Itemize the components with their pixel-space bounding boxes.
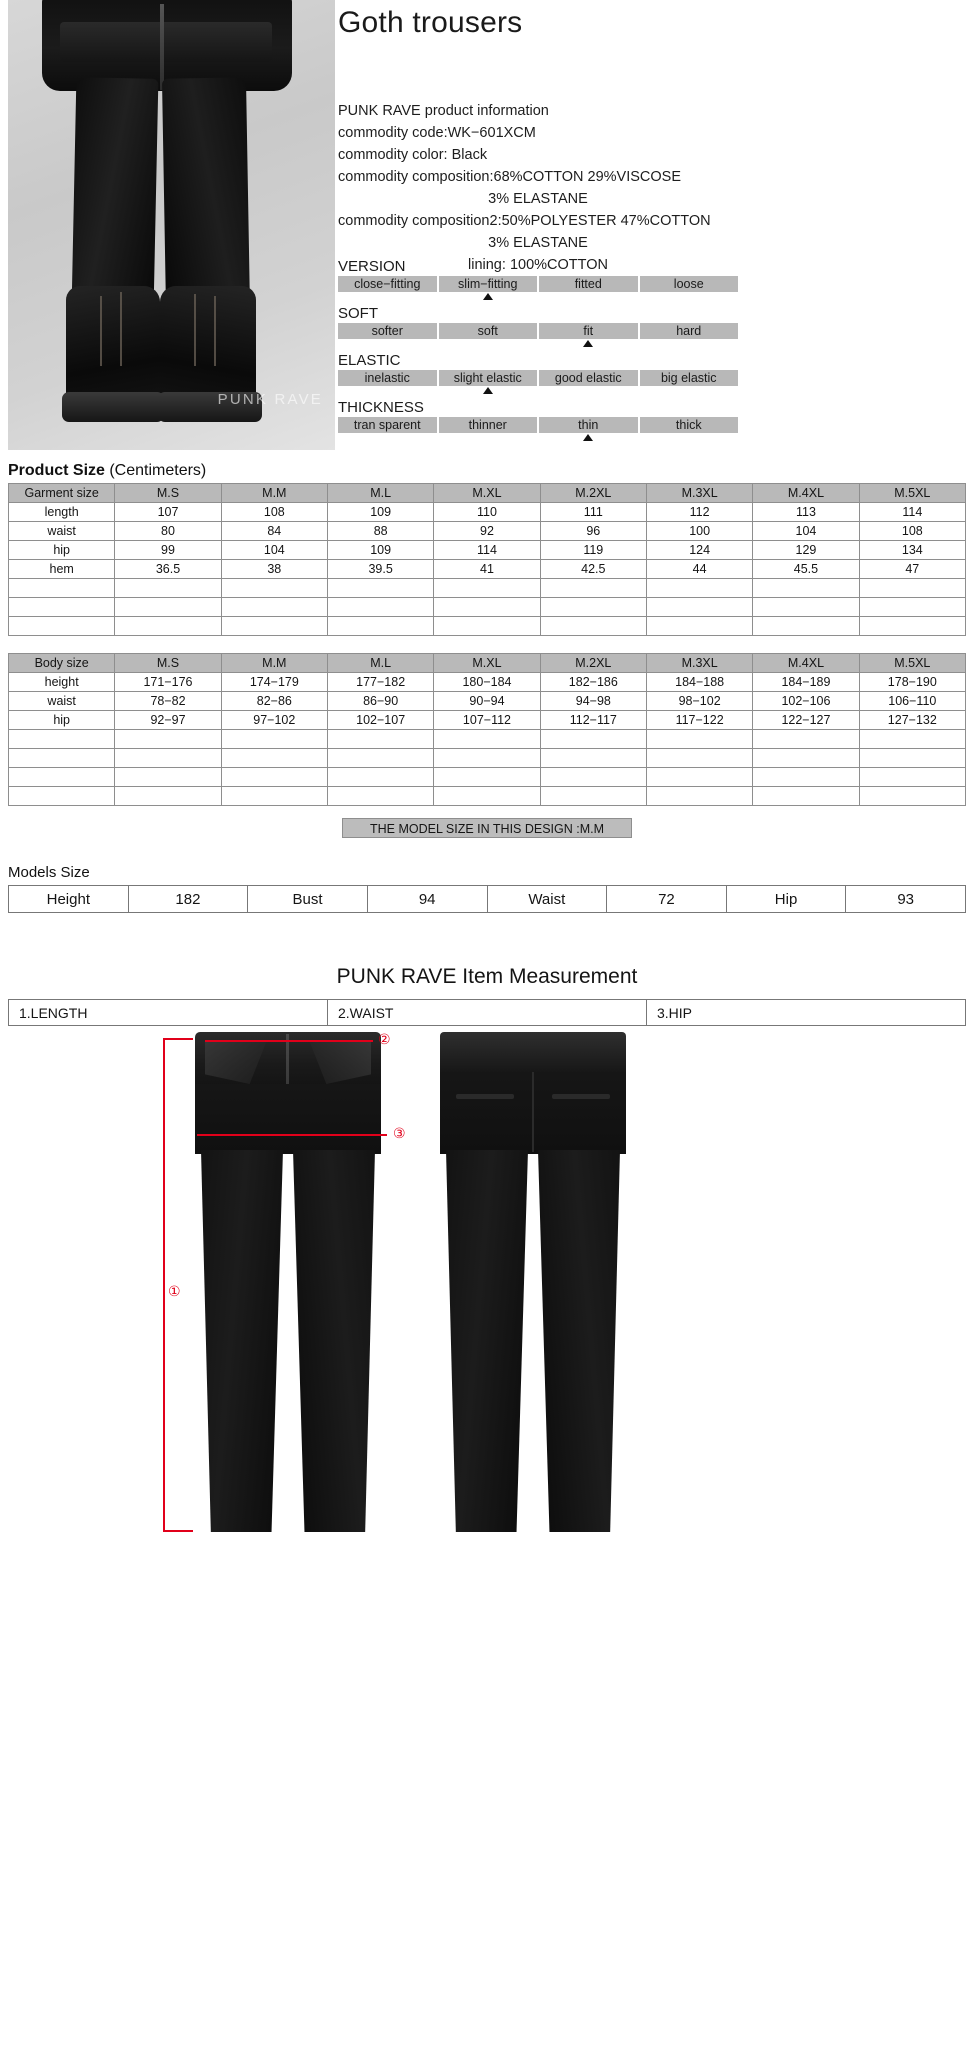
table-cell-empty — [115, 768, 221, 787]
models-field-label: Waist — [487, 886, 607, 913]
table-row-empty — [9, 749, 966, 768]
table-cell: 108 — [859, 522, 965, 541]
column-header: M.2XL — [540, 484, 646, 503]
info-code: commodity code:WK−601XCM — [338, 125, 536, 141]
back-left-welt-pocket — [456, 1094, 514, 1099]
table-cell-empty — [540, 730, 646, 749]
column-header: M.XL — [434, 654, 540, 673]
waist-marker: ② — [378, 1032, 391, 1048]
rating-group-version — [338, 258, 738, 303]
table-cell-empty — [753, 617, 859, 636]
table-cell: 177−182 — [327, 673, 433, 692]
table-cell-empty — [9, 730, 115, 749]
rating-option[interactable]: tran sparent — [338, 417, 437, 433]
table-cell: 36.5 — [115, 560, 221, 579]
table-cell-empty — [646, 617, 752, 636]
table-cell-empty — [115, 617, 221, 636]
garment-size-table — [8, 483, 966, 636]
table-cell-empty — [434, 598, 540, 617]
column-header: M.3XL — [646, 484, 752, 503]
table-row — [9, 673, 966, 692]
rating-options — [338, 276, 738, 292]
row-label: length — [9, 503, 115, 522]
table-cell: 92 — [434, 522, 540, 541]
table-cell-empty — [9, 787, 115, 806]
trouser-back-view — [440, 1032, 626, 1538]
rating-marker-row — [338, 386, 738, 397]
hip-measure-line — [197, 1134, 387, 1136]
models-size-title: Models Size — [8, 864, 90, 881]
back-right-welt-pocket — [552, 1094, 610, 1099]
measurement-label: 3.HIP — [647, 1000, 966, 1026]
trouser-front-view — [195, 1032, 381, 1538]
table-cell-empty — [646, 768, 752, 787]
selected-marker-triangle-icon — [583, 340, 593, 347]
models-field-label: Bust — [248, 886, 368, 913]
product-size-title: Product Size (Centimeters) — [8, 462, 207, 479]
table-cell-empty — [115, 749, 221, 768]
column-header: M.XL — [434, 484, 540, 503]
hero-section — [0, 0, 974, 450]
table-cell: 84 — [221, 522, 327, 541]
table-cell: 44 — [646, 560, 752, 579]
rating-option[interactable]: soft — [439, 323, 538, 339]
table-row-empty — [9, 579, 966, 598]
table-cell-empty — [9, 598, 115, 617]
selected-marker-triangle-icon — [483, 387, 493, 394]
table-cell: 41 — [434, 560, 540, 579]
model-left-sole — [62, 392, 164, 422]
table-cell-empty — [646, 730, 752, 749]
rating-option[interactable]: thick — [640, 417, 739, 433]
measurement-label: 2.WAIST — [328, 1000, 647, 1026]
rating-label: SOFT — [338, 305, 378, 322]
table-cell-empty — [221, 617, 327, 636]
table-cell-empty — [646, 787, 752, 806]
rating-groups — [338, 258, 738, 446]
column-header: M.5XL — [859, 484, 965, 503]
models-field-value: 182 — [128, 886, 248, 913]
table-cell: 94−98 — [540, 692, 646, 711]
table-cell: 174−179 — [221, 673, 327, 692]
table-cell-empty — [434, 730, 540, 749]
back-left-leg — [446, 1150, 528, 1532]
column-header: M.L — [327, 484, 433, 503]
rating-option[interactable]: close−fitting — [338, 276, 437, 292]
rating-label: VERSION — [338, 258, 406, 275]
row-label: hip — [9, 711, 115, 730]
table-cell-empty — [859, 749, 965, 768]
selected-marker-triangle-icon — [583, 434, 593, 441]
models-field-value: 72 — [607, 886, 727, 913]
table-row — [9, 541, 966, 560]
table-cell: 109 — [327, 541, 433, 560]
boot-lace — [214, 296, 216, 366]
table-cell-empty — [753, 579, 859, 598]
table-cell: 110 — [434, 503, 540, 522]
info-composition: commodity composition:68%COTTON 29%VISCOSE — [338, 169, 682, 185]
table-cell: 99 — [115, 541, 221, 560]
table-cell-empty — [540, 749, 646, 768]
table-cell-empty — [540, 787, 646, 806]
table-cell-empty — [434, 768, 540, 787]
rating-options — [338, 370, 738, 386]
table-cell: 97−102 — [221, 711, 327, 730]
selected-marker-triangle-icon — [483, 293, 493, 300]
table-cell: 106−110 — [859, 692, 965, 711]
table-cell-empty — [540, 598, 646, 617]
table-cell-empty — [859, 768, 965, 787]
table-cell-empty — [753, 749, 859, 768]
table-cell-empty — [221, 768, 327, 787]
table-cell-empty — [540, 768, 646, 787]
table-header-row — [9, 484, 966, 503]
model-left-leg — [72, 77, 159, 309]
info-composition2-cont: 3% ELASTANE — [488, 235, 588, 251]
table-cell-empty — [540, 579, 646, 598]
table-cell-empty — [9, 749, 115, 768]
table-cell-empty — [221, 787, 327, 806]
hip-marker: ③ — [393, 1126, 406, 1142]
rating-marker-row — [338, 433, 738, 444]
table-cell: 108 — [221, 503, 327, 522]
models-field-value: 93 — [846, 886, 966, 913]
front-left-leg — [201, 1150, 283, 1532]
table-cell-empty — [115, 598, 221, 617]
page-title: Goth trousers — [338, 6, 523, 39]
row-label: waist — [9, 522, 115, 541]
table-cell-empty — [115, 730, 221, 749]
table-cell: 178−190 — [859, 673, 965, 692]
table-cell: 129 — [753, 541, 859, 560]
table-cell: 134 — [859, 541, 965, 560]
table-cell-empty — [327, 787, 433, 806]
table-cell: 114 — [859, 503, 965, 522]
table-cell-empty — [753, 730, 859, 749]
table-cell: 112 — [646, 503, 752, 522]
table-cell: 102−106 — [753, 692, 859, 711]
measurement-labels-row — [9, 1000, 966, 1026]
table-cell: 90−94 — [434, 692, 540, 711]
product-info-panel — [338, 0, 974, 450]
rating-option[interactable]: thin — [539, 417, 638, 433]
table-row — [9, 692, 966, 711]
table-cell: 100 — [646, 522, 752, 541]
rating-marker-row — [338, 292, 738, 303]
table-cell-empty — [859, 730, 965, 749]
table-cell-empty — [753, 768, 859, 787]
boot-lace — [120, 292, 122, 366]
table-cell: 111 — [540, 503, 646, 522]
table-cell-empty — [327, 730, 433, 749]
rating-option[interactable]: fit — [539, 323, 638, 339]
info-composition-cont: 3% ELASTANE — [488, 191, 588, 207]
column-header: M.4XL — [753, 484, 859, 503]
boot-lace — [100, 296, 102, 366]
table-cell: 47 — [859, 560, 965, 579]
measurement-header-row — [8, 999, 966, 1026]
table-cell-empty — [859, 579, 965, 598]
back-waistband — [440, 1032, 626, 1074]
table-cell-empty — [646, 598, 752, 617]
table-row-empty — [9, 787, 966, 806]
model-waistband — [60, 22, 272, 62]
table-cell-empty — [434, 579, 540, 598]
table-cell: 124 — [646, 541, 752, 560]
table-cell-empty — [753, 787, 859, 806]
table-cell: 98−102 — [646, 692, 752, 711]
rating-option[interactable]: softer — [338, 323, 437, 339]
rating-option[interactable]: thinner — [439, 417, 538, 433]
row-label: hem — [9, 560, 115, 579]
table-row-empty — [9, 730, 966, 749]
table-cell: 102−107 — [327, 711, 433, 730]
table-corner-header: Body size — [9, 654, 115, 673]
table-cell-empty — [540, 617, 646, 636]
table-row-empty — [9, 617, 966, 636]
table-cell: 96 — [540, 522, 646, 541]
back-right-leg — [538, 1150, 620, 1532]
table-cell: 92−97 — [115, 711, 221, 730]
waist-measure-line — [205, 1040, 373, 1042]
table-cell: 78−82 — [115, 692, 221, 711]
rating-option[interactable]: hard — [640, 323, 739, 339]
table-cell-empty — [646, 579, 752, 598]
row-label: height — [9, 673, 115, 692]
table-header-row — [9, 654, 966, 673]
table-cell: 104 — [753, 522, 859, 541]
table-cell: 117−122 — [646, 711, 752, 730]
table-cell-empty — [434, 787, 540, 806]
rating-option[interactable]: loose — [640, 276, 739, 292]
back-center-seam — [532, 1072, 534, 1152]
rating-options — [338, 323, 738, 339]
table-cell: 182−186 — [540, 673, 646, 692]
rating-option[interactable]: big elastic — [640, 370, 739, 386]
table-cell-empty — [327, 598, 433, 617]
models-field-label: Hip — [726, 886, 846, 913]
table-row — [9, 711, 966, 730]
table-corner-header: Garment size — [9, 484, 115, 503]
table-cell-empty — [859, 617, 965, 636]
measurement-label: 1.LENGTH — [9, 1000, 328, 1026]
table-cell-empty — [327, 749, 433, 768]
table-row-empty — [9, 768, 966, 787]
column-header: M.2XL — [540, 654, 646, 673]
front-hip-block — [195, 1084, 381, 1154]
table-cell-empty — [859, 598, 965, 617]
models-field-label: Height — [9, 886, 129, 913]
info-color: commodity color: Black — [338, 147, 488, 163]
models-size-table — [8, 885, 966, 913]
table-cell-empty — [9, 579, 115, 598]
table-row — [9, 522, 966, 541]
model-zipper — [160, 4, 164, 90]
table-cell-empty — [221, 598, 327, 617]
length-bracket-bottom — [163, 1530, 193, 1532]
row-label: hip — [9, 541, 115, 560]
row-label: waist — [9, 692, 115, 711]
model-size-note: THE MODEL SIZE IN THIS DESIGN :M.M — [342, 818, 632, 838]
column-header: M.M — [221, 484, 327, 503]
length-bracket-top — [163, 1038, 193, 1040]
boot-lace — [194, 294, 196, 366]
rating-option[interactable]: fitted — [539, 276, 638, 292]
column-header: M.S — [115, 484, 221, 503]
models-size-row — [9, 886, 966, 913]
table-cell-empty — [327, 579, 433, 598]
rating-option[interactable]: good elastic — [539, 370, 638, 386]
column-header: M.4XL — [753, 654, 859, 673]
rating-option[interactable]: slim−fitting — [439, 276, 538, 292]
rating-group-soft — [338, 305, 738, 350]
table-cell-empty — [434, 617, 540, 636]
table-row — [9, 503, 966, 522]
table-cell: 127−132 — [859, 711, 965, 730]
table-cell: 109 — [327, 503, 433, 522]
table-cell: 171−176 — [115, 673, 221, 692]
watermark: PUNK RAVE — [217, 391, 323, 408]
table-cell: 82−86 — [221, 692, 327, 711]
table-cell: 184−189 — [753, 673, 859, 692]
table-cell: 86−90 — [327, 692, 433, 711]
table-cell-empty — [221, 749, 327, 768]
rating-label: THICKNESS — [338, 399, 424, 416]
table-cell: 80 — [115, 522, 221, 541]
table-cell: 42.5 — [540, 560, 646, 579]
measurement-title: PUNK RAVE Item Measurement — [336, 965, 638, 988]
info-heading: PUNK RAVE product information — [338, 103, 549, 119]
table-cell-empty — [221, 579, 327, 598]
table-cell-empty — [859, 787, 965, 806]
column-header: M.M — [221, 654, 327, 673]
table-cell: 114 — [434, 541, 540, 560]
table-cell-empty — [646, 749, 752, 768]
info-composition2: commodity composition2:50%POLYESTER 47%COTTON — [338, 213, 711, 229]
table-cell-empty — [221, 730, 327, 749]
rating-group-thickness — [338, 399, 738, 444]
table-cell-empty — [327, 617, 433, 636]
table-cell-empty — [327, 768, 433, 787]
length-marker: ① — [168, 1284, 181, 1300]
table-row-empty — [9, 598, 966, 617]
table-cell-empty — [9, 768, 115, 787]
model-right-leg — [162, 77, 250, 310]
rating-label: ELASTIC — [338, 352, 401, 369]
rating-option[interactable]: inelastic — [338, 370, 437, 386]
measurement-diagram — [0, 1026, 974, 1566]
table-cell: 39.5 — [327, 560, 433, 579]
column-header: M.S — [115, 654, 221, 673]
rating-options — [338, 417, 738, 433]
info-lining: lining: 100%COTTON — [468, 257, 608, 273]
table-cell: 112−117 — [540, 711, 646, 730]
rating-option[interactable]: slight elastic — [439, 370, 538, 386]
table-row — [9, 560, 966, 579]
table-cell-empty — [434, 749, 540, 768]
table-cell-empty — [115, 787, 221, 806]
column-header: M.3XL — [646, 654, 752, 673]
front-right-leg — [293, 1150, 375, 1532]
table-cell: 104 — [221, 541, 327, 560]
rating-marker-row — [338, 339, 738, 350]
table-cell: 180−184 — [434, 673, 540, 692]
table-cell: 45.5 — [753, 560, 859, 579]
column-header: M.5XL — [859, 654, 965, 673]
table-cell: 184−188 — [646, 673, 752, 692]
product-info-list — [338, 100, 738, 276]
length-bracket-vertical — [163, 1038, 165, 1532]
table-cell-empty — [115, 579, 221, 598]
column-header: M.L — [327, 654, 433, 673]
table-cell: 122−127 — [753, 711, 859, 730]
table-cell: 119 — [540, 541, 646, 560]
body-size-table — [8, 653, 966, 806]
rating-group-elastic — [338, 352, 738, 397]
table-cell: 107 — [115, 503, 221, 522]
table-cell: 38 — [221, 560, 327, 579]
table-cell-empty — [9, 617, 115, 636]
product-hero-image — [8, 0, 335, 450]
table-cell: 107−112 — [434, 711, 540, 730]
models-field-value: 94 — [367, 886, 487, 913]
table-cell: 88 — [327, 522, 433, 541]
table-cell: 113 — [753, 503, 859, 522]
table-cell-empty — [753, 598, 859, 617]
